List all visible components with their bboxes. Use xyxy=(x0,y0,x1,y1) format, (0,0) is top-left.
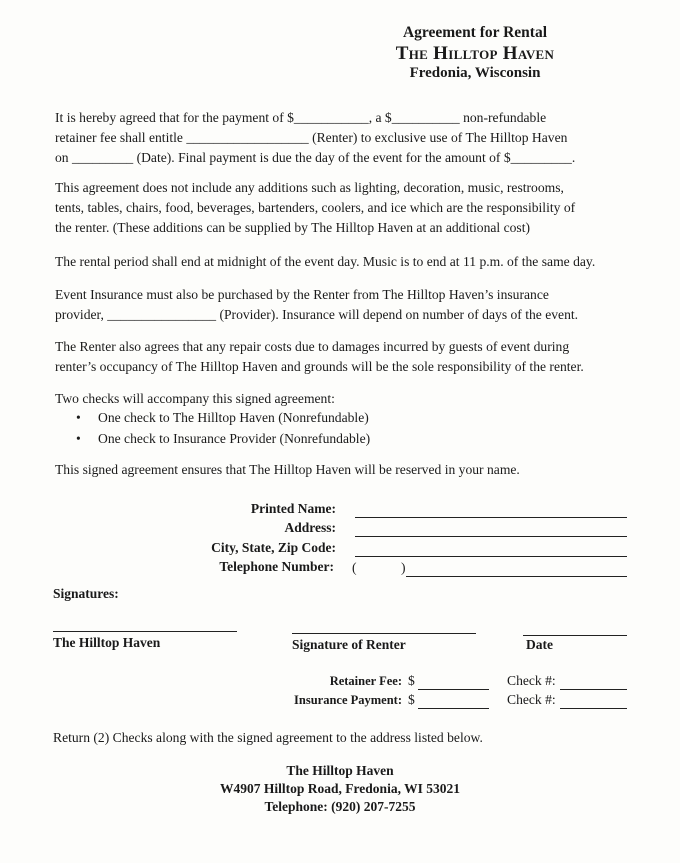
area-code-open-paren: ( xyxy=(352,560,357,575)
document-title: Agreement for Rental xyxy=(402,24,548,41)
footer-telephone: Telephone: (920) 207-7255 xyxy=(264,799,416,814)
paragraph-line: The Renter also agrees that any repair costs due to damages incurred by guests of event during xyxy=(55,339,570,354)
printed-name-line[interactable] xyxy=(355,517,627,518)
haven-signature-label: The Hilltop Haven xyxy=(53,635,161,650)
area-code-close-paren: ) xyxy=(401,560,406,575)
paragraph-line: Event Insurance must also be purchased by the Renter from The Hilltop Haven’s insurance xyxy=(55,287,549,302)
paragraph-line: tents, tables, chairs, food, beverages, bartenders, coolers, and ice which are the responsibility of xyxy=(55,200,576,215)
bullet-item xyxy=(76,410,369,426)
paragraph-line: Return (2) Checks along with the signed agreement to the address listed below. xyxy=(53,730,483,745)
telephone-label: Telephone Number: xyxy=(219,559,334,574)
retainer-fee-dollar: $ xyxy=(408,673,415,688)
insurance-payment-dollar: $ xyxy=(408,692,415,707)
checks-intro xyxy=(55,389,630,409)
date-label: Date xyxy=(526,637,553,652)
haven-signature-line[interactable] xyxy=(53,631,237,632)
telephone-line[interactable] xyxy=(406,576,627,577)
bullet-item xyxy=(76,431,370,447)
address-label: Address: xyxy=(284,520,336,535)
paragraph-line: provider, ________________ (Provider). Insurance will depend on number of days of the event. xyxy=(55,307,579,322)
rental-period-paragraph xyxy=(55,252,630,272)
retainer-fee-line[interactable] xyxy=(418,689,489,690)
insurance-payment-label: Insurance Payment: xyxy=(294,693,402,707)
insurance-payment-line[interactable] xyxy=(418,708,489,709)
paragraph-line: The rental period shall end at midnight of the event day. Music is to end at 11 p.m. of the same day. xyxy=(55,254,596,269)
insurance-check-label: Check #: xyxy=(507,692,556,707)
insurance-paragraph xyxy=(55,285,630,325)
address-line[interactable] xyxy=(355,536,627,537)
paragraph-line: retainer fee shall entitle __________________ (Renter) to exclusive use of The Hilltop Haven xyxy=(55,130,568,145)
venue-name-heading: The Hilltop Haven xyxy=(395,43,555,64)
retainer-check-label: Check #: xyxy=(507,673,556,688)
insurance-check-line[interactable] xyxy=(560,708,627,709)
bullet-icon: • xyxy=(76,410,81,425)
footer-venue-name: The Hilltop Haven xyxy=(286,763,394,778)
retainer-fee-label: Retainer Fee: xyxy=(329,674,402,688)
payment-paragraph xyxy=(55,108,630,168)
signatures-heading: Signatures: xyxy=(53,586,119,601)
additions-paragraph xyxy=(55,178,630,238)
bullet-text: One check to Insurance Provider (Nonrefundable) xyxy=(98,431,371,446)
damages-paragraph xyxy=(55,337,630,377)
paragraph-line: It is hereby agreed that for the payment of $___________, a $__________ non-refundable xyxy=(55,110,547,125)
reservation-paragraph xyxy=(55,460,630,480)
date-line[interactable] xyxy=(523,635,627,636)
city-state-zip-label: City, State, Zip Code: xyxy=(211,540,336,555)
bullet-text: One check to The Hilltop Haven (Nonrefundable) xyxy=(98,410,369,425)
city-state-zip-line[interactable] xyxy=(355,556,627,557)
return-note xyxy=(53,728,628,748)
paragraph-line: on _________ (Date). Final payment is due the day of the event for the amount of $_________. xyxy=(55,150,576,165)
paragraph-line: the renter. (These additions can be supplied by The Hilltop Haven at an additional cost) xyxy=(55,220,531,235)
retainer-check-line[interactable] xyxy=(560,689,627,690)
paragraph-line: renter’s occupancy of The Hilltop Haven and grounds will be the sole responsibility of the renter. xyxy=(55,359,584,374)
paragraph-line: This signed agreement ensures that The Hilltop Haven will be reserved in your name. xyxy=(55,462,520,477)
footer-address: W4907 Hilltop Road, Fredonia, WI 53021 xyxy=(220,781,460,796)
venue-location-heading: Fredonia, Wisconsin xyxy=(409,65,541,81)
printed-name-label: Printed Name: xyxy=(250,501,336,516)
renter-signature-line[interactable] xyxy=(292,633,476,634)
renter-signature-label: Signature of Renter xyxy=(292,637,406,652)
bullet-icon: • xyxy=(76,431,81,446)
paragraph-line: This agreement does not include any additions such as lighting, decoration, music, restrooms, xyxy=(55,180,564,195)
paragraph-line: Two checks will accompany this signed agreement: xyxy=(55,391,335,406)
